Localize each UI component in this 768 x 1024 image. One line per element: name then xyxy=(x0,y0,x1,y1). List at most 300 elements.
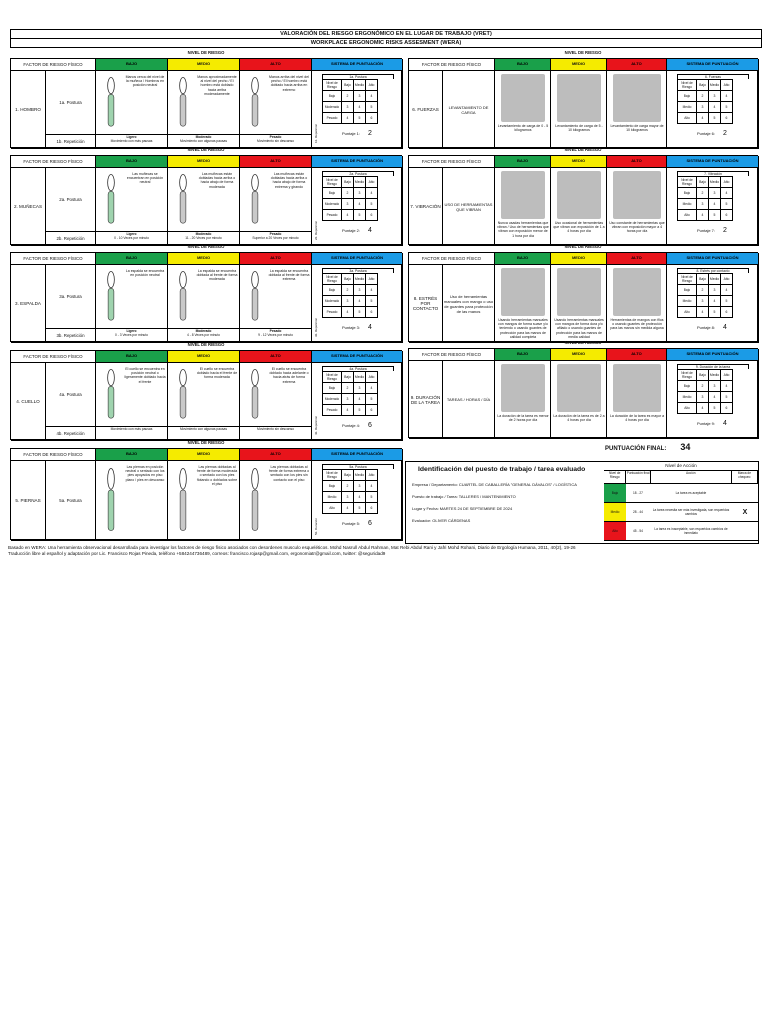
score-cell: Bajo xyxy=(323,383,342,394)
level-header-medio: MEDIO xyxy=(551,59,607,71)
action-range: 18 - 27 xyxy=(633,491,643,495)
score-system xyxy=(312,461,403,541)
score-vertical-label: 1b. Repetición xyxy=(314,123,318,143)
sub-postura: 2a. Postura xyxy=(46,168,96,232)
final-score-value: 34 xyxy=(680,442,691,452)
score-cell: 2 xyxy=(342,91,354,102)
score-header-col_bajo: Bajo xyxy=(342,372,354,383)
description-medio: El cuello se encuentra doblado hacia el frente de forma moderada xyxy=(196,367,238,380)
score-header-col_alto: Alto xyxy=(721,80,733,91)
score-cell: 4 xyxy=(697,210,709,221)
score-vertical-label: 5b. Duración xyxy=(314,517,318,535)
description-alto: La duración de la tarea es mayor a 4 horas por día xyxy=(609,414,665,423)
description-bajo: La duración de la tarea es menor de 2 horas por día xyxy=(497,414,549,423)
description-bajo: Manos cerca del nivel de la muñeca / Hombros en posición neutral xyxy=(125,75,165,88)
puntaje-label: Puntaje 7: xyxy=(697,228,716,233)
score-cell: 4 xyxy=(709,296,721,307)
score-row xyxy=(678,102,733,113)
puntaje xyxy=(697,227,727,234)
level-header-sistema: SISTEMA DE PUNTUACIÓN xyxy=(312,253,403,265)
score-header-nivel: Nivel de Riesgo xyxy=(678,370,697,381)
repetition-alto-text: Superior a 20 Veces por minuto xyxy=(252,236,299,240)
score-row xyxy=(323,394,378,405)
score-cell: 5 xyxy=(354,307,366,318)
score-cell: 3 xyxy=(354,91,366,102)
level-cell-alto xyxy=(607,265,667,343)
level-header-medio: MEDIO xyxy=(168,253,240,265)
section-7 xyxy=(408,147,758,245)
score-cell: 3 xyxy=(354,285,366,296)
level-cell-alto xyxy=(607,71,667,149)
score-cell: Bajo xyxy=(323,285,342,296)
level-header-bajo: BAJO xyxy=(96,59,168,71)
repetition-bajo-text: 0 - 10 Veces por minuto xyxy=(114,236,149,240)
score-cell: 4 xyxy=(342,307,354,318)
puntaje-value: 2 xyxy=(723,130,727,137)
puntaje-label: Puntaje 2: xyxy=(342,228,361,233)
score-cell: 3 xyxy=(697,392,709,403)
puntaje-label: Puntaje 5: xyxy=(342,521,361,526)
score-cell: 2 xyxy=(342,188,354,199)
repetition-alto xyxy=(240,427,312,441)
level-cell-bajo xyxy=(495,265,551,343)
level-cell-alto xyxy=(240,265,312,329)
action-text: La tarea necesita ser más investigada, son requeridos cambios xyxy=(652,508,730,516)
score-cell: Medio xyxy=(678,392,697,403)
factor-header: FACTOR DE RIESGO FÍSICO xyxy=(409,253,495,265)
illustration-figure xyxy=(171,171,195,229)
score-cell: 3 xyxy=(354,188,366,199)
description-alto: La espalda se encuentra doblada al frente de forma extrema xyxy=(268,269,310,282)
section-sub: USO DE HERRAMIENTAS QUE VIBRAN xyxy=(443,168,495,246)
score-cell: 3 xyxy=(709,285,721,296)
score-header-col_medio: Medio xyxy=(709,274,721,285)
score-header-col_bajo: Bajo xyxy=(697,80,709,91)
description-bajo: La espalda se encuentra en posición neutral xyxy=(125,269,165,278)
description-alto: Manos arriba del nivel del pecho / El hombro está doblado hacia arriba en extremo xyxy=(269,75,309,92)
score-cell: 4 xyxy=(709,199,721,210)
section-sub: Uso de herramientas manuales con mango o uso de guantes para protección de las manos xyxy=(443,265,495,343)
repetition-alto xyxy=(240,329,312,343)
illustration-photo xyxy=(613,268,661,316)
score-header-nivel: Nivel de Riesgo xyxy=(323,177,342,188)
level-header-bajo: BAJO xyxy=(96,449,168,461)
score-cell: Pesado xyxy=(323,210,342,221)
nivel-label: NIVEL DE RIESGO xyxy=(564,244,602,249)
description-bajo: Las muñecas se encuentran en posición neutral xyxy=(126,172,164,185)
factor-header: FACTOR DE RIESGO FÍSICO xyxy=(409,349,495,361)
score-header-col_medio: Medio xyxy=(354,372,366,383)
level-header-sistema: SISTEMA DE PUNTUACIÓN xyxy=(667,253,759,265)
section-name: 9. DURACIÓN DE LA TAREA xyxy=(409,361,443,439)
action-row xyxy=(604,484,758,503)
score-cell: Pesado xyxy=(323,405,342,416)
score-header-col_bajo: Bajo xyxy=(697,370,709,381)
score-cell: 6 xyxy=(366,210,378,221)
score-cell: 4 xyxy=(721,188,733,199)
section-grid xyxy=(408,252,758,342)
nivel-label: NIVEL DE RIESGO xyxy=(187,50,225,55)
level-cell-medio xyxy=(551,265,607,343)
score-cell: 3 xyxy=(342,394,354,405)
score-row xyxy=(323,102,378,113)
level-cell-alto xyxy=(240,363,312,427)
level-header-sistema: SISTEMA DE PUNTUACIÓN xyxy=(667,59,759,71)
description-medio: La duración de la tarea es de 2 a 4 horas por día xyxy=(553,414,605,423)
section-name: 8. ESTRÉS POR CONTACTO xyxy=(409,265,443,343)
level-header-bajo: BAJO xyxy=(96,156,168,168)
section-name: 2. MUÑECAS xyxy=(11,168,46,246)
illustration-figure xyxy=(99,74,123,132)
level-header-alto: ALTO xyxy=(607,59,667,71)
score-cell: 2 xyxy=(697,91,709,102)
level-cell-medio xyxy=(168,265,240,329)
final-score-label: PUNTUACIÓN FINAL: xyxy=(605,446,667,452)
score-cell: 4 xyxy=(354,296,366,307)
score-cell: Alto xyxy=(323,503,342,514)
score-cell: 4 xyxy=(366,383,378,394)
score-cell: 6 xyxy=(366,405,378,416)
form-subtitle: WORKPLACE ERGONOMIC RISKS ASSESMENT (WERA) xyxy=(11,38,761,47)
ident-title: Identificación del puesto de trabajo / tarea evaluado xyxy=(418,466,586,473)
section-name: 1. HOMBRO xyxy=(11,71,46,149)
score-table-title: 2a. Postura xyxy=(322,171,394,176)
score-cell: 2 xyxy=(697,381,709,392)
illustration-photo xyxy=(557,171,601,219)
score-cell: 4 xyxy=(366,285,378,296)
description-alto: Levantamiento de carga mayor de 10 kilogramos xyxy=(610,124,664,133)
score-row xyxy=(678,285,733,296)
illustration-photo xyxy=(501,74,545,122)
score-cell: 5 xyxy=(709,403,721,414)
level-cell-medio xyxy=(168,168,240,232)
score-cell: 4 xyxy=(342,113,354,124)
score-cell: Bajo xyxy=(678,91,697,102)
score-cell: 4 xyxy=(342,405,354,416)
score-row xyxy=(323,481,378,492)
nivel-label: NIVEL DE RIESGO xyxy=(564,147,602,152)
puntaje-label: Puntaje 4: xyxy=(342,423,361,428)
puntaje-value: 6 xyxy=(368,520,372,527)
score-cell: 3 xyxy=(342,492,354,503)
score-cell: 4 xyxy=(721,285,733,296)
score-system xyxy=(667,361,759,439)
score-cell: 3 xyxy=(342,199,354,210)
level-header-alto: ALTO xyxy=(240,253,312,265)
illustration-photo xyxy=(501,268,545,316)
score-cell: 3 xyxy=(697,199,709,210)
section-grid xyxy=(408,155,758,245)
score-cell: 5 xyxy=(354,113,366,124)
level-header-alto: ALTO xyxy=(240,59,312,71)
repetition-bajo-text: Movimiento con más pausas xyxy=(110,427,153,431)
level-header-bajo: BAJO xyxy=(96,351,168,363)
score-cell: 3 xyxy=(697,102,709,113)
section-name: 5. PIERNAS xyxy=(11,461,46,541)
score-table-title: 7. Vibración xyxy=(677,171,749,176)
level-cell-alto xyxy=(240,71,312,135)
repetition-medio-text: Movimiento con algunas pausas xyxy=(179,427,228,431)
section-grid xyxy=(408,58,758,148)
illustration-photo xyxy=(557,74,601,122)
level-header-sistema: SISTEMA DE PUNTUACIÓN xyxy=(312,59,403,71)
score-cell: Moderado xyxy=(323,296,342,307)
score-row xyxy=(323,113,378,124)
repetition-bajo-title: Ligero xyxy=(126,135,137,139)
score-row xyxy=(678,403,733,414)
factor-header: FACTOR DE RIESGO FÍSICO xyxy=(409,156,495,168)
score-header-nivel: Nivel de Riesgo xyxy=(678,177,697,188)
level-cell-medio xyxy=(551,71,607,149)
score-grid xyxy=(677,176,733,221)
ident-evaluador: Evaluador: OLIVER CÁRDENAS xyxy=(412,518,471,523)
score-header-col_medio: Medio xyxy=(709,370,721,381)
score-header-col_medio: Medio xyxy=(709,177,721,188)
nivel-label: NIVEL DE RIESGO xyxy=(187,440,225,445)
score-cell: Alto xyxy=(678,307,697,318)
score-cell: 2 xyxy=(342,481,354,492)
sub-postura: 5a. Postura xyxy=(46,461,96,541)
nivel-label: NIVEL DE RIESGO xyxy=(187,147,225,152)
score-cell: 5 xyxy=(366,102,378,113)
score-cell: Alto xyxy=(678,210,697,221)
score-cell: 3 xyxy=(354,383,366,394)
repetition-alto-text: Movimiento sin descanso xyxy=(256,427,295,431)
score-cell: Medio xyxy=(678,296,697,307)
puntaje xyxy=(697,420,727,427)
score-cell: 5 xyxy=(721,102,733,113)
score-header-row xyxy=(678,370,733,381)
level-cell-bajo xyxy=(96,168,168,232)
level-cell-bajo xyxy=(495,71,551,149)
repetition-alto-title: Pesado xyxy=(269,329,282,333)
score-grid xyxy=(322,79,378,124)
footer-translation: Traducción libre al español y adaptación por Lic. Francisco Rojas Pineda, teléfono +584244736489, correos: francisco.rojasp@gmail.com, ergonomiatr@gmail.com, twitter: @seguridad9 xyxy=(8,551,386,556)
sub-postura: 4a. Postura xyxy=(46,363,96,427)
description-alto: Las muñecas están dobladas hacia arriba o hacia abajo de forma extrema y girando xyxy=(270,172,308,189)
puntaje-value: 4 xyxy=(723,420,727,427)
action-header-cell: Acción xyxy=(651,471,732,483)
score-cell: 4 xyxy=(366,91,378,102)
score-row xyxy=(678,307,733,318)
score-header-col_alto: Alto xyxy=(366,470,378,481)
sub-repeticion: 1b. Repetición xyxy=(46,135,96,149)
score-cell: Medio xyxy=(323,492,342,503)
sub-postura: 1a. Postura xyxy=(46,71,96,135)
section-grid xyxy=(408,348,758,438)
score-cell: Moderado xyxy=(323,199,342,210)
level-header-alto: ALTO xyxy=(607,156,667,168)
score-cell: 6 xyxy=(721,113,733,124)
score-cell: Medio xyxy=(678,102,697,113)
repetition-bajo xyxy=(96,329,168,343)
score-header-col_alto: Alto xyxy=(366,372,378,383)
score-row xyxy=(323,307,378,318)
level-cell-medio xyxy=(551,361,607,439)
level-cell-alto xyxy=(607,168,667,246)
level-header-sistema: SISTEMA DE PUNTUACIÓN xyxy=(312,156,403,168)
score-header-row xyxy=(323,470,378,481)
level-header-sistema: SISTEMA DE PUNTUACIÓN xyxy=(312,351,403,363)
repetition-bajo xyxy=(96,427,168,441)
repetition-medio-text: 11 - 20 Veces por minuto xyxy=(185,236,222,240)
repetition-medio-title: Moderado xyxy=(195,232,212,236)
score-row xyxy=(323,199,378,210)
level-header-medio: MEDIO xyxy=(551,156,607,168)
score-cell: 6 xyxy=(721,403,733,414)
score-row xyxy=(678,91,733,102)
factor-header: FACTOR DE RIESGO FÍSICO xyxy=(11,253,96,265)
action-row xyxy=(604,522,758,541)
score-cell: 5 xyxy=(354,405,366,416)
level-header-bajo: BAJO xyxy=(495,253,551,265)
description-bajo: Levantamiento de carga de 0 - 5 kilogramos xyxy=(497,124,549,133)
score-cell: 3 xyxy=(354,481,366,492)
score-table-title: 1a. Postura xyxy=(322,74,394,79)
score-table xyxy=(677,74,749,137)
score-cell: 5 xyxy=(709,113,721,124)
score-cell: 5 xyxy=(366,296,378,307)
footer-citation: Basado en WERA: Una herramienta observacional desarrollada para investigar los factores de riesgo físico asociados con desordenes musculo esqueléticos. Mohd Nasrull Abdul Rahman, Mat Rebi Abdul Rani y Jafri Mohd Rohani, Diario de Ergología Humana, 2011, 40(2), 19-26 xyxy=(8,545,576,550)
score-cell: 4 xyxy=(342,210,354,221)
score-cell: 4 xyxy=(354,102,366,113)
score-header-col_medio: Medio xyxy=(354,470,366,481)
description-bajo: Las piernas en posición neutral o sentado con los pies apoyados en piso plano / pies en descanso xyxy=(125,465,165,482)
action-table xyxy=(604,462,758,541)
puntaje xyxy=(342,130,372,137)
score-header-row xyxy=(323,274,378,285)
sub-repeticion: 4b. Repetición xyxy=(46,427,96,441)
score-cell: Bajo xyxy=(678,285,697,296)
puntaje-value: 2 xyxy=(723,227,727,234)
score-cell: 3 xyxy=(342,102,354,113)
description-alto: Herramientas de mangos con filos o usando guantes de protección para las manos sin medida alguna xyxy=(610,318,664,331)
section-9 xyxy=(408,340,758,438)
level-header-medio: MEDIO xyxy=(168,351,240,363)
repetition-bajo-title: Ligero xyxy=(126,329,137,333)
score-table xyxy=(322,366,394,429)
description-medio: Las muñecas están dobladas hacia arriba o hacia abajo de forma moderada xyxy=(198,172,236,189)
puntaje-label: Puntaje 3: xyxy=(342,325,361,330)
puntaje-value: 2 xyxy=(368,130,372,137)
action-level: Bajo xyxy=(604,484,626,502)
illustration-photo xyxy=(613,171,661,219)
level-header-medio: MEDIO xyxy=(551,253,607,265)
illustration-figure xyxy=(243,464,267,538)
score-system xyxy=(312,265,403,343)
score-header-col_alto: Alto xyxy=(366,177,378,188)
score-header-nivel: Nivel de Riesgo xyxy=(323,372,342,383)
section-5 xyxy=(10,440,402,540)
score-cell: 4 xyxy=(721,381,733,392)
description-bajo: Usando herramientas manuales con mangos de forma suave y/o teniendo o usando guantes de protección para las manos de calidad completa xyxy=(498,318,548,339)
score-header-col_bajo: Bajo xyxy=(342,274,354,285)
score-cell: 4 xyxy=(709,102,721,113)
section-name: 4. CUELLO xyxy=(11,363,46,441)
header xyxy=(10,29,762,48)
score-header-nivel: Nivel de Riesgo xyxy=(323,274,342,285)
score-cell: 6 xyxy=(366,113,378,124)
illustration-figure xyxy=(243,366,267,424)
score-cell: 2 xyxy=(697,285,709,296)
factor-header: FACTOR DE RIESGO FÍSICO xyxy=(11,59,96,71)
identification-box xyxy=(405,461,759,544)
repetition-medio xyxy=(168,329,240,343)
level-header-bajo: BAJO xyxy=(495,59,551,71)
level-header-medio: MEDIO xyxy=(168,449,240,461)
score-table xyxy=(677,268,749,331)
repetition-alto-text: 9 - 12 Veces por minuto xyxy=(258,333,293,337)
score-header-nivel: Nivel de Riesgo xyxy=(323,80,342,91)
score-cell: 5 xyxy=(366,492,378,503)
repetition-medio-text: 4 - 8 Veces por minuto xyxy=(187,333,220,337)
level-cell-medio xyxy=(168,461,240,541)
repetition-alto-text: Movimiento sin descanso xyxy=(256,139,295,143)
score-table-title: 4a. Postura xyxy=(322,366,394,371)
level-header-bajo: BAJO xyxy=(495,349,551,361)
score-cell: Bajo xyxy=(323,91,342,102)
score-header-nivel: Nivel de Riesgo xyxy=(678,80,697,91)
score-cell: 2 xyxy=(342,285,354,296)
puntaje xyxy=(342,227,372,234)
score-row xyxy=(323,492,378,503)
illustration-figure xyxy=(243,74,267,132)
level-cell-bajo xyxy=(96,71,168,135)
score-header-col_alto: Alto xyxy=(721,274,733,285)
section-3 xyxy=(10,244,402,342)
score-cell: Moderado xyxy=(323,394,342,405)
score-system xyxy=(667,71,759,149)
score-grid xyxy=(677,273,733,318)
score-header-row xyxy=(323,80,378,91)
score-header-col_bajo: Bajo xyxy=(342,80,354,91)
action-header-cell: Puntuación final xyxy=(626,471,650,483)
score-vertical-label: 2b. Repetición xyxy=(314,220,318,240)
section-8 xyxy=(408,244,758,342)
illustration-figure xyxy=(99,268,123,326)
score-cell: 5 xyxy=(709,307,721,318)
score-row xyxy=(323,383,378,394)
puntaje-label: Puntaje 9: xyxy=(697,421,716,426)
puntaje xyxy=(342,324,372,331)
action-header-row xyxy=(604,471,758,484)
score-vertical-label: 3b. Repetición xyxy=(314,317,318,337)
score-row xyxy=(678,113,733,124)
puntaje-label: Puntaje 1: xyxy=(342,131,361,136)
level-cell-alto xyxy=(240,461,312,541)
score-cell: 4 xyxy=(697,403,709,414)
illustration-photo xyxy=(501,364,545,412)
score-row xyxy=(323,91,378,102)
action-level: Alto xyxy=(604,522,626,540)
score-system xyxy=(312,363,403,441)
puntaje-label: Puntaje 6: xyxy=(697,131,716,136)
section-name: 7. VIBRACIÓN xyxy=(409,168,443,246)
score-table xyxy=(322,74,394,137)
illustration-figure xyxy=(171,74,195,132)
score-header-nivel: Nivel de Riesgo xyxy=(678,274,697,285)
level-header-medio: MEDIO xyxy=(168,156,240,168)
score-cell: 4 xyxy=(354,394,366,405)
score-cell: 6 xyxy=(721,210,733,221)
level-cell-bajo xyxy=(96,461,168,541)
puntaje xyxy=(342,422,372,429)
score-cell: 5 xyxy=(721,392,733,403)
score-cell: 3 xyxy=(709,381,721,392)
illustration-photo xyxy=(501,171,545,219)
final-score xyxy=(605,442,690,452)
action-range: 28 - 44 xyxy=(633,510,643,514)
